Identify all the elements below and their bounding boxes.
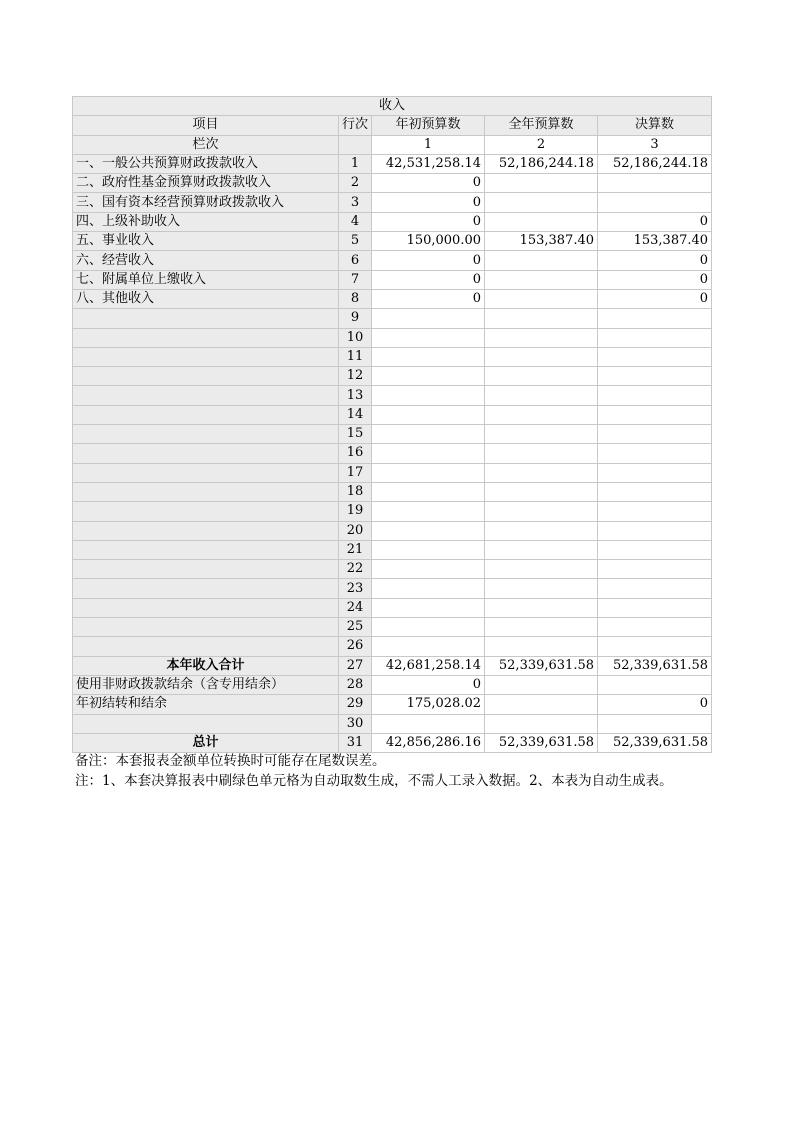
auto-generation-note: 注：1、本套决算报表中刷绿色单元格为自动取数生成，不需人工录入数据。2、本表为自动生成表。	[75, 772, 673, 789]
annual-budget-cell: 52,186,244.18	[485, 154, 598, 173]
row-number: 3	[339, 193, 372, 212]
row-label: 六、经营收入	[73, 251, 339, 270]
final-accounts-cell	[598, 502, 712, 521]
annual-budget-cell	[485, 695, 598, 714]
row-number: 30	[339, 714, 372, 733]
footnotes	[75, 752, 673, 791]
table-row	[73, 367, 712, 386]
table-row	[73, 463, 712, 482]
initial-budget-cell	[372, 405, 485, 424]
row-number: 17	[339, 463, 372, 482]
final-accounts-cell	[598, 637, 712, 656]
final-accounts-cell	[598, 174, 712, 193]
initial-budget-cell	[372, 637, 485, 656]
annual-budget-cell	[485, 618, 598, 637]
row-label	[73, 444, 339, 463]
row-number: 15	[339, 425, 372, 444]
row-number: 4	[339, 212, 372, 231]
row-label: 七、附属单位上缴收入	[73, 270, 339, 289]
column-index-3: 3	[598, 135, 712, 154]
table-row	[73, 560, 712, 579]
initial-budget-cell: 42,856,286.16	[372, 733, 485, 752]
annual-budget-cell	[485, 405, 598, 424]
final-accounts-cell	[598, 328, 712, 347]
final-accounts-cell: 0	[598, 251, 712, 270]
row-number: 20	[339, 521, 372, 540]
final-accounts-cell	[598, 367, 712, 386]
annual-budget-cell	[485, 444, 598, 463]
annual-budget-cell	[485, 425, 598, 444]
row-number: 12	[339, 367, 372, 386]
income-table	[72, 96, 712, 753]
table-row	[73, 695, 712, 714]
initial-budget-cell: 0	[372, 193, 485, 212]
row-number: 14	[339, 405, 372, 424]
annual-budget-cell	[485, 367, 598, 386]
annual-budget-cell: 52,339,631.58	[485, 656, 598, 675]
final-accounts-cell: 52,339,631.58	[598, 656, 712, 675]
col-header-item: 项目	[73, 116, 339, 135]
row-label	[73, 579, 339, 598]
col-header-final-accounts: 决算数	[598, 116, 712, 135]
final-accounts-cell	[598, 714, 712, 733]
initial-budget-cell: 150,000.00	[372, 232, 485, 251]
table-row	[73, 154, 712, 173]
initial-budget-cell	[372, 328, 485, 347]
annual-budget-cell	[485, 212, 598, 231]
initial-budget-cell	[372, 347, 485, 366]
table-row	[73, 656, 712, 675]
table-row	[73, 637, 712, 656]
row-label	[73, 714, 339, 733]
annual-budget-cell	[485, 193, 598, 212]
initial-budget-cell	[372, 386, 485, 405]
row-label	[73, 463, 339, 482]
annual-budget-cell	[485, 463, 598, 482]
final-accounts-cell: 52,186,244.18	[598, 154, 712, 173]
row-number: 25	[339, 618, 372, 637]
annual-budget-cell	[485, 347, 598, 366]
final-accounts-cell	[598, 521, 712, 540]
final-accounts-cell	[598, 675, 712, 694]
final-accounts-cell: 0	[598, 270, 712, 289]
annual-budget-cell	[485, 637, 598, 656]
row-number: 2	[339, 174, 372, 193]
column-header-row	[73, 116, 712, 135]
income-statement-sheet	[72, 96, 711, 753]
table-row	[73, 328, 712, 347]
initial-budget-cell	[372, 463, 485, 482]
row-number: 31	[339, 733, 372, 752]
annual-budget-cell: 52,339,631.58	[485, 733, 598, 752]
final-accounts-cell: 52,339,631.58	[598, 733, 712, 752]
column-index-row	[73, 135, 712, 154]
initial-budget-cell: 42,531,258.14	[372, 154, 485, 173]
row-number: 18	[339, 482, 372, 501]
row-number: 5	[339, 232, 372, 251]
annual-budget-cell	[485, 579, 598, 598]
final-accounts-cell	[598, 386, 712, 405]
row-label	[73, 560, 339, 579]
row-number: 23	[339, 579, 372, 598]
initial-budget-cell	[372, 367, 485, 386]
final-accounts-cell	[598, 193, 712, 212]
table-row	[73, 482, 712, 501]
table-row	[73, 270, 712, 289]
row-label	[73, 540, 339, 559]
row-label: 八、其他收入	[73, 289, 339, 308]
final-accounts-cell	[598, 482, 712, 501]
row-number: 21	[339, 540, 372, 559]
table-row	[73, 579, 712, 598]
annual-budget-cell	[485, 251, 598, 270]
row-label	[73, 502, 339, 521]
table-row	[73, 598, 712, 617]
col-header-initial-budget: 年初预算数	[372, 116, 485, 135]
table-row	[73, 502, 712, 521]
final-accounts-cell: 0	[598, 212, 712, 231]
row-label	[73, 618, 339, 637]
row-label: 四、上级补助收入	[73, 212, 339, 231]
table-row	[73, 521, 712, 540]
row-number: 28	[339, 675, 372, 694]
initial-budget-cell	[372, 444, 485, 463]
row-label	[73, 386, 339, 405]
row-number: 10	[339, 328, 372, 347]
annual-budget-cell	[485, 386, 598, 405]
table-row	[73, 405, 712, 424]
initial-budget-cell	[372, 502, 485, 521]
section-title-row	[73, 97, 712, 116]
table-row	[73, 675, 712, 694]
row-number: 1	[339, 154, 372, 173]
row-label	[73, 347, 339, 366]
table-row	[73, 540, 712, 559]
initial-budget-cell: 175,028.02	[372, 695, 485, 714]
table-row	[73, 289, 712, 308]
final-accounts-cell	[598, 425, 712, 444]
initial-budget-cell: 42,681,258.14	[372, 656, 485, 675]
row-number: 26	[339, 637, 372, 656]
final-accounts-cell	[598, 618, 712, 637]
row-label	[73, 637, 339, 656]
table-row	[73, 232, 712, 251]
row-label	[73, 367, 339, 386]
col-header-row-no: 行次	[339, 116, 372, 135]
initial-budget-cell	[372, 714, 485, 733]
annual-budget-cell	[485, 502, 598, 521]
row-label	[73, 598, 339, 617]
annual-budget-cell	[485, 174, 598, 193]
annual-budget-cell	[485, 521, 598, 540]
final-accounts-cell	[598, 444, 712, 463]
row-label: 本年收入合计	[73, 656, 339, 675]
annual-budget-cell	[485, 309, 598, 328]
row-number: 11	[339, 347, 372, 366]
row-number: 24	[339, 598, 372, 617]
row-number: 8	[339, 289, 372, 308]
remark-note: 备注：本套报表金额单位转换时可能存在尾数误差。	[75, 753, 386, 769]
table-row	[73, 193, 712, 212]
initial-budget-cell	[372, 521, 485, 540]
row-number: 13	[339, 386, 372, 405]
row-label: 三、国有资本经营预算财政拨款收入	[73, 193, 339, 212]
final-accounts-cell: 0	[598, 695, 712, 714]
initial-budget-cell: 0	[372, 270, 485, 289]
initial-budget-cell: 0	[372, 289, 485, 308]
row-number: 6	[339, 251, 372, 270]
final-accounts-cell	[598, 309, 712, 328]
annual-budget-cell	[485, 270, 598, 289]
annual-budget-cell	[485, 598, 598, 617]
column-index-2: 2	[485, 135, 598, 154]
column-index-label: 栏次	[73, 135, 339, 154]
initial-budget-cell	[372, 482, 485, 501]
row-number: 29	[339, 695, 372, 714]
table-row	[73, 251, 712, 270]
table-row	[73, 444, 712, 463]
initial-budget-cell	[372, 598, 485, 617]
row-label	[73, 405, 339, 424]
final-accounts-cell	[598, 463, 712, 482]
final-accounts-cell	[598, 347, 712, 366]
final-accounts-cell	[598, 560, 712, 579]
row-label: 年初结转和结余	[73, 695, 339, 714]
final-accounts-cell	[598, 598, 712, 617]
row-label: 五、事业收入	[73, 232, 339, 251]
row-number: 9	[339, 309, 372, 328]
table-row	[73, 425, 712, 444]
initial-budget-cell: 0	[372, 251, 485, 270]
initial-budget-cell: 0	[372, 174, 485, 193]
column-index-empty	[339, 135, 372, 154]
table-row	[73, 174, 712, 193]
row-label: 使用非财政拨款结余（含专用结余）	[73, 675, 339, 694]
initial-budget-cell: 0	[372, 212, 485, 231]
annual-budget-cell	[485, 675, 598, 694]
row-label	[73, 328, 339, 347]
row-label	[73, 482, 339, 501]
initial-budget-cell	[372, 579, 485, 598]
row-label: 一、一般公共预算财政拨款收入	[73, 154, 339, 173]
row-number: 16	[339, 444, 372, 463]
initial-budget-cell	[372, 560, 485, 579]
final-accounts-cell	[598, 540, 712, 559]
final-accounts-cell	[598, 405, 712, 424]
col-header-annual-budget: 全年预算数	[485, 116, 598, 135]
row-label: 总计	[73, 733, 339, 752]
final-accounts-cell	[598, 579, 712, 598]
annual-budget-cell	[485, 540, 598, 559]
annual-budget-cell	[485, 714, 598, 733]
annual-budget-cell	[485, 482, 598, 501]
table-row	[73, 212, 712, 231]
table-row	[73, 386, 712, 405]
row-label	[73, 425, 339, 444]
table-row	[73, 733, 712, 752]
table-row	[73, 714, 712, 733]
final-accounts-cell: 153,387.40	[598, 232, 712, 251]
row-number: 19	[339, 502, 372, 521]
row-number: 7	[339, 270, 372, 289]
initial-budget-cell	[372, 618, 485, 637]
initial-budget-cell: 0	[372, 675, 485, 694]
section-title: 收入	[73, 97, 712, 116]
row-number: 22	[339, 560, 372, 579]
initial-budget-cell	[372, 309, 485, 328]
row-label: 二、政府性基金预算财政拨款收入	[73, 174, 339, 193]
final-accounts-cell: 0	[598, 289, 712, 308]
initial-budget-cell	[372, 540, 485, 559]
table-row	[73, 347, 712, 366]
row-label	[73, 309, 339, 328]
row-number: 27	[339, 656, 372, 675]
annual-budget-cell	[485, 289, 598, 308]
annual-budget-cell: 153,387.40	[485, 232, 598, 251]
annual-budget-cell	[485, 560, 598, 579]
column-index-1: 1	[372, 135, 485, 154]
annual-budget-cell	[485, 328, 598, 347]
row-label	[73, 521, 339, 540]
table-row	[73, 618, 712, 637]
table-row	[73, 309, 712, 328]
initial-budget-cell	[372, 425, 485, 444]
